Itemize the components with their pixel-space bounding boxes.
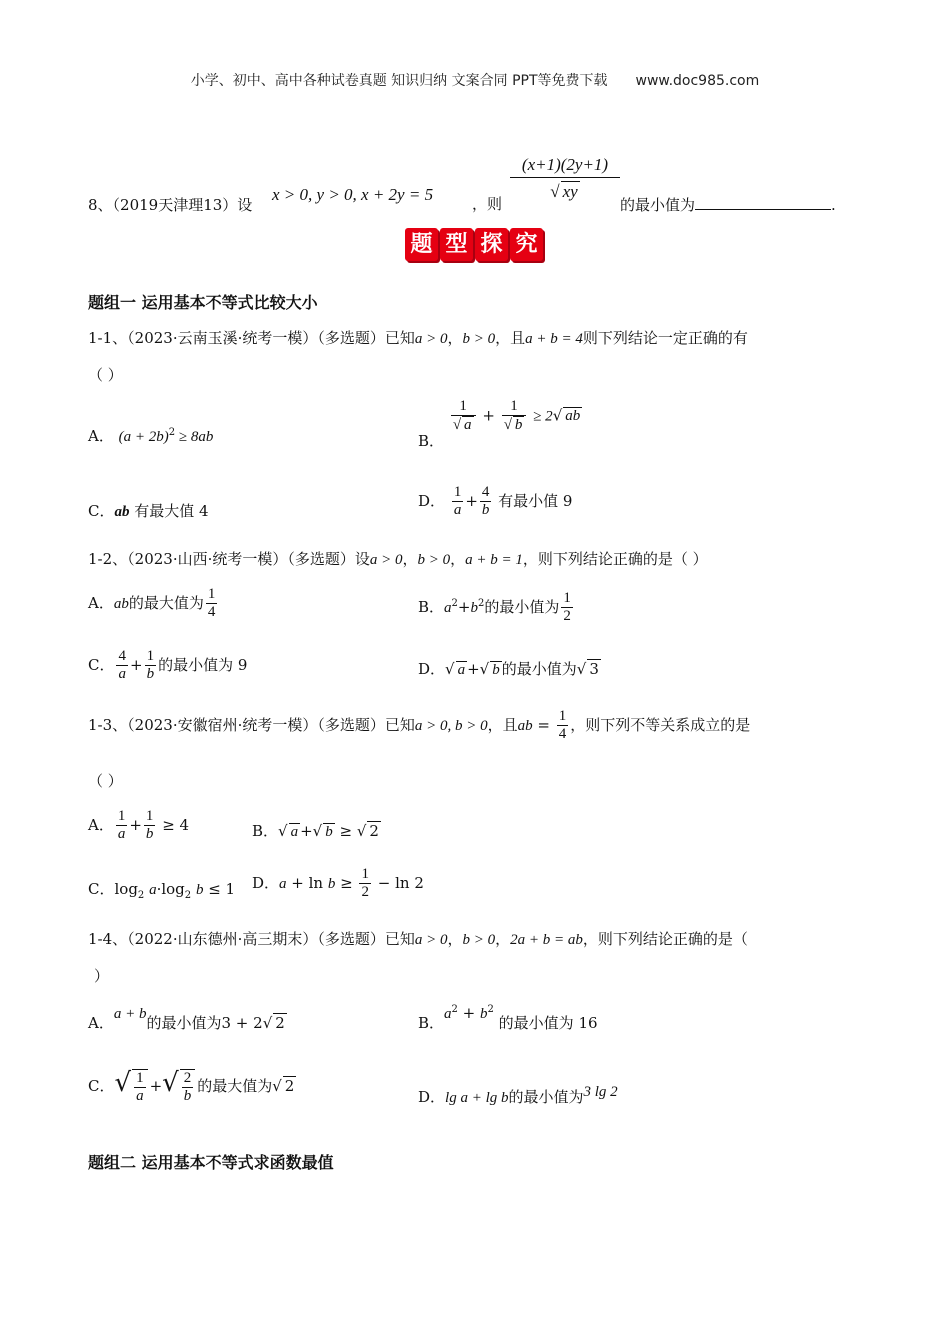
banner-char: 究 — [510, 228, 543, 261]
denominator: a — [464, 417, 472, 434]
sqrt-expr: a — [457, 662, 466, 678]
question-number: 1-2、 — [88, 550, 128, 568]
answer-paren: （ ） — [88, 366, 123, 384]
option-label: A． — [88, 815, 114, 834]
sqrt-expr: b — [325, 824, 333, 840]
cond: 2a + b = ab — [510, 932, 583, 948]
question-source: （2019天津理13）设 — [112, 196, 253, 214]
fraction — [180, 1069, 196, 1106]
option-d[interactable]: D．a + ln b ≥ $\frac{1}{2}$ − ln 2 — [252, 866, 424, 901]
answer-paren: ） — [94, 967, 110, 985]
question-1-3: 1-3、（2023·安徽宿州·统考一模）（多选题）已知a > 0, b > 0，且ab = $\frac{1}{4}$ ，则下列不等关系成立的是 — [88, 708, 751, 743]
option-label: A． — [88, 593, 114, 612]
q8-end: . — [831, 196, 836, 214]
option-label: A． — [88, 427, 114, 445]
q8-expression: (x+1)(2y+1) √ xy — [510, 155, 620, 202]
denominator: b — [183, 1088, 192, 1104]
value: 3 lg 2 — [583, 1084, 618, 1100]
option-expr: lg a + lg b — [445, 1090, 509, 1106]
option-text: 的最小值为 — [146, 1014, 222, 1032]
answer-blank[interactable] — [695, 195, 831, 210]
denominator: 4 — [558, 726, 567, 743]
var: a — [444, 599, 452, 616]
header-text: 小学、初中、高中各种试卷真题 知识归纳 文案合同 PPT等免费下载 — [190, 73, 608, 89]
option-expr: ≥ 8ab — [175, 429, 214, 445]
option-label: D． — [418, 1088, 446, 1106]
option-label: C． — [88, 1077, 115, 1095]
numerator: 2 — [182, 1070, 194, 1088]
cond: a + b = 4 — [525, 331, 583, 347]
option-label: B． — [418, 432, 445, 451]
cond: a > 0 — [414, 932, 448, 948]
question-tail: ，则下列结论正确的是（ ） — [522, 550, 708, 568]
banner-char: 题 — [405, 228, 438, 261]
fraction — [359, 866, 371, 902]
option-label: B． — [418, 1014, 445, 1032]
sqrt-expr: 2 — [369, 822, 379, 840]
sqrt-expr: a — [290, 824, 299, 840]
var: b — [480, 1006, 488, 1022]
option-a[interactable]: A． $\frac{1}{a}$ + $\frac{1}{b}$ ≥ 4 — [88, 808, 190, 843]
superscript: 2 — [487, 1004, 494, 1015]
denominator: a — [117, 826, 126, 843]
option-expr: ab — [114, 504, 130, 520]
plus: + — [482, 406, 495, 425]
fraction — [452, 484, 464, 520]
option-c[interactable]: C．$\log_2 a\cdot\log_2$ b ≤ 1 — [88, 880, 236, 901]
denominator: b — [481, 502, 490, 519]
option-label: C． — [88, 880, 115, 898]
question-source: （2023·安徽宿州·统考一模）（多选题）已知 — [127, 715, 415, 734]
value: 1 — [225, 880, 236, 898]
numerator: 1 — [144, 808, 156, 826]
option-text: 的最大值为 — [128, 593, 204, 612]
q8-tail — [620, 194, 836, 215]
answer-paren: （ ） — [88, 772, 123, 790]
question-1-1 — [88, 327, 748, 348]
question-number: 1-3、 — [88, 715, 128, 734]
denominator: 4 — [207, 604, 216, 621]
option-b[interactable]: B． $\frac{1}{√ a}$ + $\frac{1}{√ b}$ ≥ 2√ ab — [418, 398, 581, 451]
fraction — [480, 484, 492, 520]
denominator: a — [118, 666, 126, 683]
fraction — [144, 808, 156, 844]
fraction: $\frac{1}{√ a}$ — [451, 398, 476, 435]
var: a — [444, 1006, 452, 1022]
denominator: a — [453, 502, 462, 519]
option-label: D． — [252, 873, 280, 892]
cond: b > 0 — [462, 932, 496, 948]
option-label: C． — [88, 655, 115, 674]
numerator: 1 — [134, 1070, 146, 1088]
plus: + — [149, 1077, 163, 1095]
fraction — [116, 808, 128, 844]
superscript: 2 — [451, 597, 458, 609]
question-8 — [88, 194, 252, 215]
question-number: 1-4、 — [88, 930, 128, 948]
q8-then: ，则 — [472, 195, 503, 213]
plus: + — [300, 822, 313, 840]
q8-expr-denominator: xy — [562, 182, 578, 201]
option-label: C． — [88, 502, 115, 520]
numerator: 4 — [116, 648, 128, 666]
sqrt-expr: 2 — [284, 1077, 295, 1095]
numerator: 1 — [145, 648, 157, 666]
option-d[interactable] — [418, 1086, 618, 1107]
subscript: 2 — [137, 890, 145, 901]
value: 4 — [179, 815, 190, 834]
value: 2 — [253, 1014, 263, 1032]
header-site: www.doc985.com — [635, 73, 760, 89]
option-text: 的最小值为 — [508, 1088, 584, 1106]
option-d[interactable]: D．√ a +√ b 的最小值为√ 3 — [418, 660, 599, 678]
banner-char: 探 — [475, 228, 508, 261]
cond: a > 0 — [414, 331, 448, 347]
value: 2 — [414, 873, 424, 892]
option-c[interactable] — [88, 500, 209, 521]
cond: a > 0, b > 0 — [414, 717, 488, 734]
option-label: D． — [418, 491, 446, 510]
fraction — [132, 1069, 148, 1106]
plus: + — [465, 491, 478, 510]
option-a[interactable] — [88, 425, 213, 446]
option-text: 的最小值为 9 — [158, 655, 248, 674]
question-source: （2022·山东德州·高三期末）（多选题）已知 — [127, 930, 415, 948]
group2-title: 题组二 运用基本不等式求函数最值 — [88, 1153, 334, 1172]
var: a — [279, 875, 287, 892]
option-text: 有最小值 9 — [493, 491, 573, 510]
option-expr: a + b — [113, 1006, 147, 1022]
fraction — [206, 586, 218, 622]
denominator: 2 — [563, 608, 571, 625]
option-d[interactable] — [418, 484, 572, 520]
fraction — [561, 590, 573, 626]
comma: ， — [450, 550, 466, 568]
numerator: 1 — [502, 398, 527, 416]
numerator: 1 — [557, 708, 569, 726]
question-number: 1-1、 — [88, 329, 128, 347]
option-expr: (a + 2b) — [118, 429, 169, 445]
option-label: A． — [88, 1014, 114, 1032]
question-1-4 — [88, 928, 748, 949]
page-header — [0, 70, 950, 90]
question-tail: ，则下列结论正确的是（ — [582, 930, 748, 948]
question-number: 8、 — [88, 196, 113, 214]
question-1-2 — [88, 548, 708, 569]
q8-condition: x > 0, y > 0, x + 2y = 5 — [272, 185, 434, 204]
comma: ， — [495, 930, 511, 948]
banner-char: 型 — [440, 228, 473, 261]
option-text: 的最小值为 — [501, 660, 577, 678]
sqrt-expr: b — [492, 662, 500, 678]
comma: ， — [402, 550, 418, 568]
option-text: 的最大值为 — [197, 1077, 273, 1095]
plus: + — [129, 815, 142, 834]
sqrt-expr: 2 — [275, 1014, 285, 1032]
option-expr: ≥ 2 — [533, 408, 553, 425]
option-text: 有最大值 4 — [129, 502, 209, 520]
fraction — [145, 648, 157, 684]
var: ab — [517, 717, 533, 734]
var: a — [149, 882, 157, 898]
option-label: D． — [418, 660, 446, 678]
question-source: （2023·云南玉溪·统考一模）（多选题）已知 — [127, 329, 415, 347]
option-b[interactable] — [418, 590, 575, 626]
question-source: （2023·山西·统考一模）（多选题）设 — [127, 550, 370, 568]
var: b — [327, 875, 336, 892]
var: b — [470, 599, 478, 616]
numerator: 1 — [561, 590, 573, 608]
subscript: 2 — [184, 890, 192, 901]
denominator: a — [136, 1088, 144, 1104]
denominator: b — [514, 417, 523, 434]
question-tail: 则下列结论一定正确的有 — [582, 329, 748, 347]
q8-tail-text: 的最小值为 — [620, 196, 696, 214]
option-text: 的最小值为 — [484, 597, 560, 616]
topic-banner — [405, 228, 545, 261]
comma: ， — [447, 329, 463, 347]
superscript: 2 — [477, 597, 485, 609]
option-expr: ab — [113, 595, 129, 612]
option-label: B． — [418, 597, 445, 616]
cond: b > 0 — [417, 552, 451, 568]
value: 3 — [221, 1014, 232, 1032]
cond: a + b = 1 — [465, 552, 523, 568]
group1-title: 题组一 运用基本不等式比较大小 — [88, 293, 318, 312]
denominator: 2 — [361, 884, 369, 901]
fraction — [557, 708, 569, 744]
numerator: 1 — [452, 484, 464, 502]
question-tail: ，则下列不等关系成立的是 — [570, 715, 751, 734]
option-a[interactable]: A．a + b的最小值为3 + 2√ 2 — [88, 1006, 285, 1032]
option-b[interactable]: B．√ a +√ b ≥ √ 2 — [252, 822, 379, 840]
cond: b > 0 — [462, 331, 496, 347]
denominator: b — [146, 666, 155, 683]
q8-expr-numerator: (x+1)(2y+1) — [510, 155, 620, 178]
sqrt-expr: ab — [565, 408, 581, 425]
plus: + — [467, 660, 480, 678]
option-b[interactable]: B．$a^2 + b^2$ 的最小值为 16 — [418, 1004, 598, 1032]
numerator: 1 — [359, 866, 371, 884]
plus: + — [457, 597, 471, 616]
superscript: 2 — [451, 1004, 458, 1015]
option-label: B． — [252, 822, 279, 840]
superscript: 2 — [168, 427, 176, 438]
option-text: 的最小值为 16 — [498, 1014, 598, 1032]
conj: ，且 — [487, 715, 518, 734]
comma: ， — [447, 930, 463, 948]
numerator: 1 — [206, 586, 218, 604]
option-c[interactable] — [88, 648, 247, 684]
cond: a > 0 — [369, 552, 403, 568]
fraction: $\frac{1}{√ b}$ — [502, 398, 527, 435]
plus: + — [129, 655, 143, 674]
denominator: b — [145, 826, 154, 843]
sqrt-expr: 3 — [589, 660, 599, 678]
option-a[interactable] — [88, 586, 219, 622]
numerator: 1 — [116, 808, 128, 826]
option-c[interactable]: C．√ $\frac{1}{a}$ +√ $\frac{2}{b}$ 的最大值为√ 2 — [88, 1068, 295, 1104]
numerator: 4 — [480, 484, 492, 502]
conj: ，且 — [495, 329, 526, 347]
fraction — [116, 648, 128, 684]
var: b — [195, 882, 204, 898]
numerator: 1 — [451, 398, 476, 416]
